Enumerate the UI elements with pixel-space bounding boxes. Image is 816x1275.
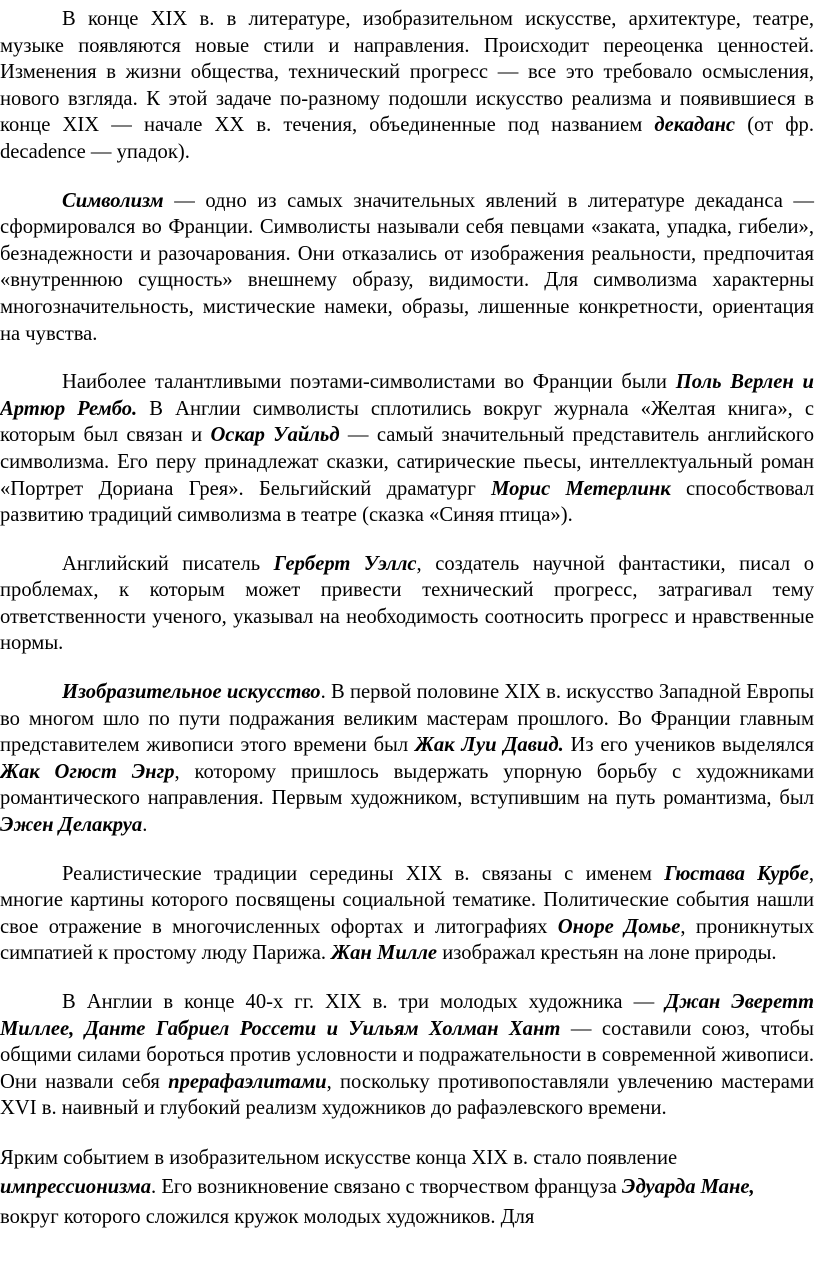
text-run: . Его возникновение связано с творчеством француза — [151, 1176, 622, 1199]
text-run: — самый значительный представитель английского символизма. Его перу принадлежат сказки, сатирические пьесы, интеллектуальный роман «Портрет Дориана Грея». Бельгийский драматург — [0, 424, 814, 500]
emphasized-term: импрессионизма — [0, 1176, 152, 1199]
emphasized-term: Эдуарда Мане, — [621, 1176, 755, 1199]
emphasized-term: Оноре Домье — [557, 915, 681, 938]
emphasized-term: прерафаэлитами — [168, 1070, 327, 1093]
emphasized-term: Гюстава Курбе — [664, 862, 809, 885]
text-run: — одно из самых значительных явлений в литературе декаданса — сформировался во Франции. Символисты называли себя певцами «заката, упадка, гибели», безнадежности и разочарования. Они отказались от изображения реальности, предпочитая «внутреннюю сущность» внешнему образу, видимости. Для символизма характерны многозначительность, мистические намеки, образы, лишенные конкретности, ориентация на чувства. — [0, 189, 814, 345]
emphasized-term: Оскар Уайльд — [210, 424, 340, 447]
text-run: , поскольку противопоставляли увлечению мастерами XVI в. наивный и глубокий реализм художников до рафаэлевского времени. — [0, 1070, 814, 1120]
paragraph-pre-raphaelites — [0, 989, 816, 1122]
emphasized-term: Жан Милле — [331, 942, 438, 965]
paragraph-wells — [0, 551, 816, 657]
text-run: Наиболее талантливыми поэтами-символистами во Франции были — [62, 371, 676, 394]
emphasized-term: Морис Метерлинк — [491, 477, 671, 500]
text-run: Английский писатель — [62, 552, 274, 575]
text-run: , проникнутых симпатией к простому люду Парижа. — [0, 915, 814, 965]
paragraph-symbolist-poets — [0, 369, 816, 529]
text-run: Реалистические традиции середины XIX в. связаны с именем — [62, 862, 665, 885]
text-run: , многие картины которого посвящены социальной тематике. Политические события нашли свое отражение в многочисленных офортах и литографиях — [0, 862, 814, 938]
paragraph-symbolism — [0, 188, 816, 348]
emphasized-term: декаданс — [654, 114, 736, 137]
text-run: , создатель научной фантастики, писал о проблемах, к которым может привести технический прогресс, затрагивал тему ответственности ученого, указывал на необходимость соотносить прогресс и нравственные нормы. — [0, 552, 814, 655]
emphasized-term: Эжен Делакруа — [0, 814, 143, 837]
text-run: (от фр. decadence — упадок). — [0, 114, 814, 163]
text-run: — составили союз, чтобы общими силами бороться против условности и подражательности в современной живописи. Они назвали себя — [0, 1017, 814, 1093]
text-run: . — [142, 814, 148, 837]
text-run: Из его учеников выделялся — [563, 734, 815, 757]
text-run: В Англии в конце 40-х гг. XIX в. три молодых художника — — [62, 991, 666, 1013]
text-run: , которому пришлось выдержать упорную борьбу с художниками романтического направления. Первым художником, вступившим на путь романтизма, был — [0, 760, 814, 810]
emphasized-term: Изобразительное искусство — [62, 681, 321, 704]
text-run: вокруг которого сложился кружок молодых художников. Для — [0, 1205, 535, 1228]
emphasized-term: Джан Эверетт Миллее, Данте Габриел Россети и Уильям Холман Хант — [0, 991, 815, 1040]
text-run: способствовал развитию традиций символизма в театре (сказка «Синяя птица»). — [0, 477, 814, 527]
paragraph-realism — [0, 861, 816, 967]
paragraph-impressionism — [0, 1144, 816, 1233]
emphasized-term: Жак Луи Давид. — [414, 734, 564, 757]
text-run: Ярким событием в изобразительном искусстве конца XIX в. стало появление — [0, 1146, 678, 1169]
emphasized-term: Поль Верлен и Артюр Рембо. — [0, 371, 814, 420]
emphasized-term: Жак Огюст Энгр — [0, 760, 175, 783]
text-run: В Англии символисты сплотились вокруг журнала «Желтая книга», с которым был связан и — [0, 397, 814, 447]
emphasized-term: Герберт Уэллс — [273, 552, 417, 575]
text-run: . В первой половине XIX в. искусство Западной Европы во многом шло по пути подражания великим мастерам прошлого. Во Франции главным представителем живописи этого времени был — [0, 681, 814, 757]
paragraph-decadence — [0, 6, 816, 166]
paragraph-fine-arts — [0, 679, 816, 839]
text-run: В конце XIX в. в литературе, изобразительном искусстве, архитектуре, театре, музыке появляются новые стили и направления. Происходит переоценка ценностей. Изменения в жизни общества, технический прогресс — все это требовало осмысления, нового взгляда. К этой задаче по-разному подошли искусство реализма и появившиеся в конце XIX — начале XX в. течения, объединенные под названием — [0, 8, 814, 137]
text-run: изображал крестьян на лоне природы. — [437, 942, 777, 965]
emphasized-term: Символизм — [62, 189, 164, 212]
